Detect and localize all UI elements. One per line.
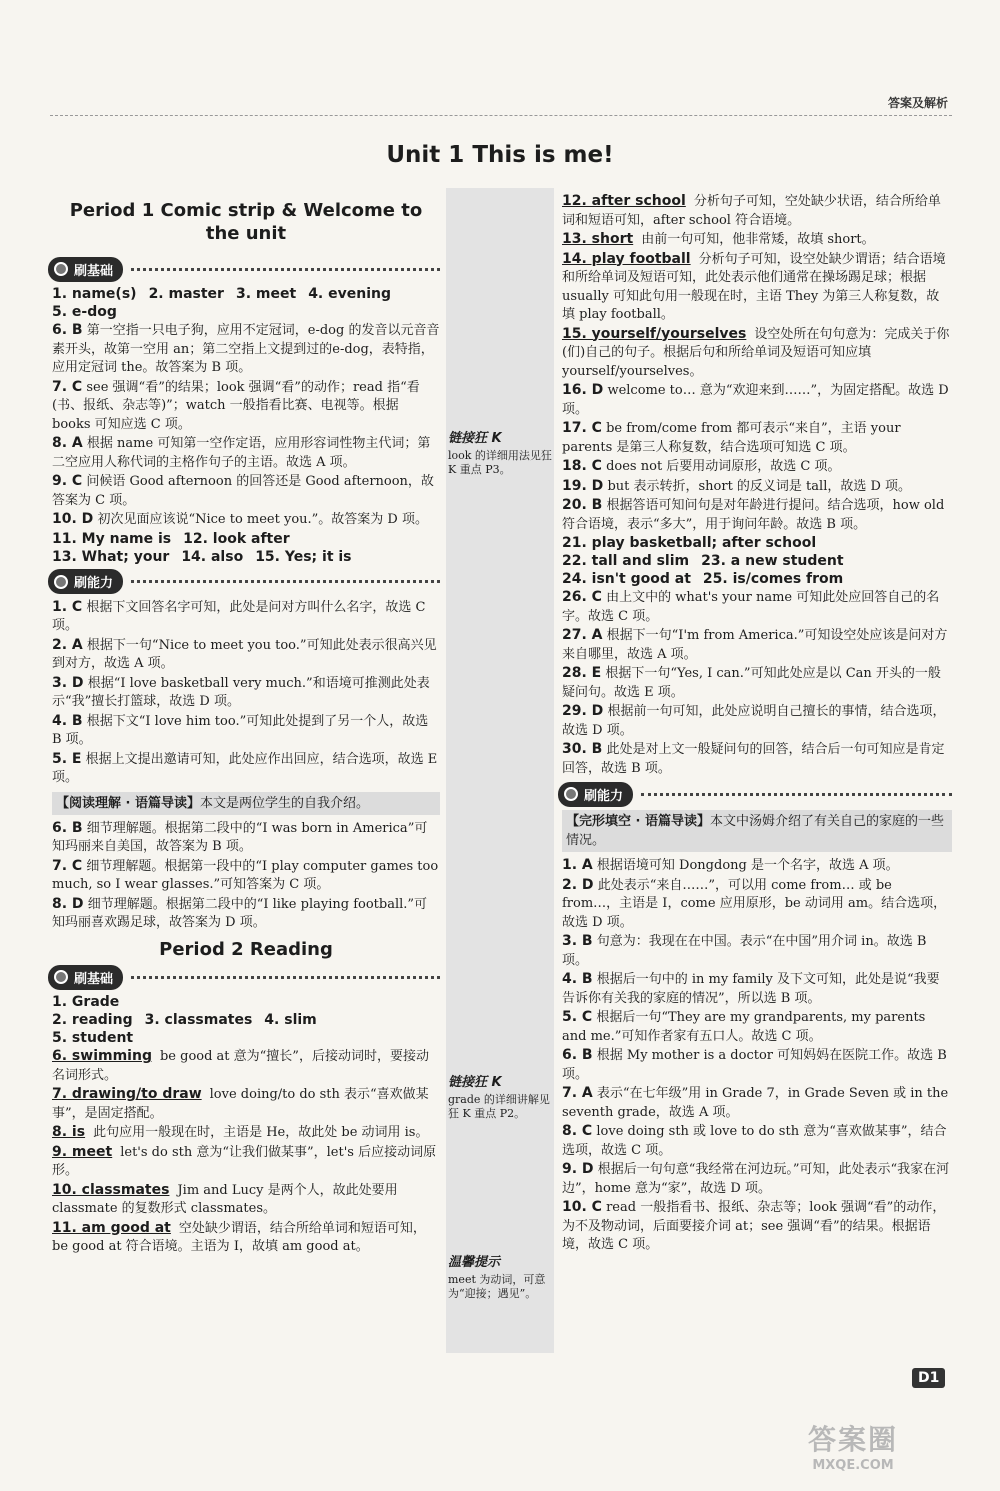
- answer-number: 14. play football: [562, 250, 691, 267]
- answer-explanation: 根据 name 可知第一空作定语，应用形容词性物主代词；第二空应用人称代词的主格作句子的主语。故选 A 项。: [52, 436, 431, 470]
- answer-explanation: 根据前一句可知，此处应说明自己擅长的事情，结合选项，故选 D 项。: [562, 704, 946, 738]
- side-note-text: meet 为动词，可意为“迎接；遇见”。: [448, 1273, 546, 1300]
- tip-icon-title: 温馨提示: [448, 1255, 501, 1270]
- answer-explanation: 根据后一句中的 in my family 及下文可知，此处是说“我要告诉你有关我的家庭的情况”，所以选 B 项。: [562, 972, 940, 1006]
- answer-item: [562, 1046, 952, 1084]
- guide-text: 本文中汤姆介绍了有关自己的家庭的一些情况。: [566, 814, 945, 848]
- short-answer: 5. student: [52, 1030, 134, 1046]
- short-answer: 25. is/comes from: [702, 571, 844, 587]
- short-answer: 3. classmates: [144, 1012, 253, 1028]
- side-note-text: look 的详细用法见狂 K 重点 P3。: [448, 449, 552, 476]
- guide-label: 【阅读理解 · 语篇导读】: [56, 795, 200, 811]
- answer-number: 27. A: [562, 627, 603, 643]
- link-icon-title: 链接狂 K: [448, 431, 502, 446]
- page-number: D1: [912, 1368, 945, 1388]
- short-answer: 13. What; your: [52, 548, 170, 565]
- answer-explanation: 空处缺少谓语，结合所给单词和短语可知，be good at 符合语境。主语为 I，故填 am good at。: [52, 1220, 426, 1254]
- answer-explanation: 句意为：我现在在中国。表示“在中国”用介词 in。故选 B 项。: [562, 934, 927, 968]
- short-answer: 4. evening: [308, 286, 391, 302]
- answer-explanation: 根据后一句句意“我经常在河边玩。”可知，此处表示“我家在河边”，home 意为“家”，故选 D 项。: [562, 1162, 950, 1196]
- answer-number: 7. C: [52, 857, 83, 874]
- answer-item: [52, 750, 440, 788]
- short-answers: [562, 534, 952, 552]
- answer-explanation: 初次见面应该说“Nice to meet you.”。故答案为 D 项。: [97, 512, 428, 527]
- answer-number: 9. meet: [52, 1143, 113, 1160]
- answer-item: [52, 434, 440, 472]
- answer-explanation: 根据答语可知问句是对年龄进行提问。结合选项，how old 符合语境，表示“多大”，用于询问年龄。故选 B 项。: [562, 498, 945, 532]
- answer-item: [52, 1085, 440, 1123]
- answer-item: [562, 325, 952, 382]
- dotted-divider: [131, 976, 440, 979]
- answer-number: 13. short: [562, 231, 634, 247]
- brush-icon: [54, 262, 68, 276]
- answer-item: [562, 1084, 952, 1122]
- short-answer: 2. reading: [52, 1012, 133, 1028]
- dotted-divider: [131, 268, 440, 271]
- answer-number: 1. A: [562, 857, 593, 873]
- answer-explanation: 根据下一句“Yes, I can.”可知此处应是以 Can 开头的一般疑问句。故选 E 项。: [562, 666, 941, 700]
- answer-number: 6. B: [562, 1047, 593, 1063]
- answer-number: 9. C: [52, 473, 83, 489]
- answer-item: [52, 321, 440, 378]
- left-column: [52, 192, 440, 1257]
- side-note: [448, 1256, 552, 1301]
- answer-number: 11. am good at: [52, 1219, 171, 1236]
- answer-number: 17. C: [562, 420, 602, 436]
- answer-explanation: 根据“I love basketball very much.”和语境可推测此处表示“我”擅长打篮球，故选 D 项。: [52, 675, 430, 709]
- answer-item: [562, 932, 952, 970]
- answer-item: [562, 702, 952, 740]
- guide-label: 【完形填空 · 语篇导读】: [566, 814, 710, 829]
- section-header: [48, 257, 440, 281]
- answer-number: 8. C: [562, 1123, 593, 1139]
- answer-explanation: 此处表示“来自……”，可以用 come from… 或 be from…，主语是 I，come 应用原形，be 动词用 am。结合选项，故选 D 项。: [562, 877, 947, 930]
- answer-explanation: welcome to… 意为“欢迎来到……”，为固定搭配。故选 D 项。: [562, 383, 949, 417]
- answer-item: [562, 381, 952, 419]
- brush-icon: [564, 787, 578, 801]
- watermark-text: 答案圈: [808, 1423, 899, 1456]
- section-label: 刷能力: [74, 576, 114, 591]
- answer-item: [562, 1198, 952, 1255]
- answer-item: [562, 230, 952, 250]
- answer-explanation: 分析句子可知，空处缺少状语，结合所给单词和短语可知，after school 符合语境。: [562, 194, 941, 228]
- short-answer: 15. Yes; it is: [255, 548, 352, 565]
- answer-number: 10. C: [562, 1199, 602, 1215]
- short-answer: 3. meet: [235, 286, 297, 302]
- answer-number: 7. A: [562, 1085, 593, 1101]
- answer-explanation: 根据上文提出邀请可知，此处应作出回应，结合选项，故选 E 项。: [52, 751, 438, 785]
- side-note-text: grade 的详细讲解见狂 K 重点 P2。: [448, 1093, 550, 1120]
- answer-item: [562, 876, 952, 933]
- answer-item: [52, 1123, 440, 1143]
- answer-number: 30. B: [562, 741, 603, 757]
- answer-number: 6. B: [52, 819, 83, 836]
- answer-number: 29. D: [562, 703, 604, 719]
- section-header: [558, 782, 952, 806]
- answer-number: 8. A: [52, 435, 83, 451]
- section-badge: [48, 257, 123, 282]
- answer-explanation: love doing/to do sth 表示“喜欢做某事”，是固定搭配。: [52, 1087, 429, 1121]
- answer-explanation: 细节理解题。根据第二段中的“I was born in America”可知玛丽来自美国，故答案为 B 项。: [52, 820, 428, 854]
- answer-explanation: 根据下一句“I'm from America.”可知设空处应该是问对方来自哪里，故选 A 项。: [562, 628, 948, 662]
- answer-item: [562, 856, 952, 876]
- answer-explanation: 问候语 Good afternoon 的回答还是 Good afternoon，故答案为 C 项。: [52, 474, 434, 508]
- answer-item: [562, 250, 952, 325]
- short-answer: 2. master: [148, 286, 224, 302]
- short-answer: 5. e-dog: [52, 304, 117, 320]
- answer-explanation: does not 后要用动词原形，故选 C 项。: [606, 459, 841, 474]
- short-answers: [52, 1011, 440, 1029]
- watermark-logo: [808, 1418, 898, 1473]
- answer-explanation: love doing sth 或 love to do sth 意为“喜欢做某事”，结合选项，故选 C 项。: [562, 1124, 947, 1158]
- answer-item: [52, 636, 440, 674]
- answer-number: 4. B: [52, 712, 83, 729]
- short-answers: [52, 1029, 440, 1047]
- answer-explanation: but 表示转折，short 的反义词是 tall，故选 D 项。: [607, 478, 912, 494]
- answer-item: [52, 1143, 440, 1181]
- short-answer: 24. isn't good at: [562, 571, 691, 587]
- answer-item: [52, 895, 440, 933]
- answer-item: [562, 664, 952, 702]
- answer-explanation: 根据 My mother is a doctor 可知妈妈在医院工作。故选 B 项。: [562, 1048, 947, 1082]
- short-answers: [52, 548, 440, 566]
- answer-item: [562, 1122, 952, 1160]
- answer-number: 10. D: [52, 511, 94, 527]
- link-icon-title: 链接狂 K: [448, 1075, 502, 1090]
- answer-item: [52, 1047, 440, 1085]
- answer-explanation: 根据下文“I love him too.”可知此处提到了另一个人，故选 B 项。: [52, 713, 429, 747]
- answer-number: 6. swimming: [52, 1048, 152, 1064]
- reading-guide: [52, 792, 440, 815]
- answer-item: [52, 1181, 440, 1219]
- answer-number: 3. B: [562, 933, 593, 949]
- answer-number: 7. drawing/to draw: [52, 1086, 202, 1102]
- answer-explanation: 细节理解题。根据第一段中的“I play computer games too much, so I wear glasses.”可知答案为 C 项。: [52, 858, 439, 892]
- header-divider: [50, 115, 952, 116]
- answer-number: 3. D: [52, 674, 84, 691]
- answer-item: [52, 819, 440, 857]
- answer-item: [52, 857, 440, 895]
- short-answer: 21. play basketball; after school: [562, 535, 817, 551]
- section-label: 刷基础: [74, 971, 114, 987]
- short-answer: 1. name(s): [52, 286, 137, 302]
- answer-number: 4. B: [562, 971, 593, 987]
- answer-number: 5. E: [52, 750, 82, 767]
- answer-item: [52, 378, 440, 435]
- answer-number: 28. E: [562, 665, 602, 681]
- short-answer: 22. tall and slim: [562, 553, 690, 569]
- answer-number: 9. D: [562, 1161, 594, 1177]
- answer-number: 7. C: [52, 378, 83, 395]
- answer-number: 1. C: [52, 598, 83, 615]
- brush-icon: [54, 575, 68, 589]
- watermark-url: MXQE.COM: [812, 1458, 894, 1473]
- side-note: [448, 432, 552, 477]
- short-answer: 23. a new student: [701, 553, 844, 569]
- answer-item: [52, 598, 440, 636]
- answer-item: [562, 496, 952, 534]
- header-tag: 答案及解析: [887, 96, 948, 110]
- answer-explanation: 分析句子可知，设空处缺少谓语；结合语境和所给单词及短语可知，此处表示他们通常在操场踢足球；根据 usually 可知此句用一般现在时，主语 They 为第三人称复数，故填 play football。: [562, 251, 946, 322]
- answer-number: 8. is: [52, 1124, 86, 1140]
- side-note: [448, 1076, 552, 1121]
- answer-explanation: read 一般指看书、报纸、杂志等；look 强调“看”的动作，为不及物动词，后面要接介词 at；see 强调“看”的结果。根据语境，故选 C 项。: [562, 1200, 946, 1252]
- answer-item: [562, 457, 952, 477]
- period-2-title: Period 2 Reading: [159, 938, 333, 960]
- section-header: [48, 965, 440, 989]
- answer-item: [562, 740, 952, 778]
- brush-icon: [54, 970, 68, 984]
- section-badge: [558, 782, 633, 807]
- answer-explanation: be from/come from 都可表示“来自”，主语 your parents 是第三人称复数，结合选项可知选 C 项。: [562, 421, 901, 455]
- answer-explanation: 此处是对上文一般疑问句的回答，结合后一句可知应是肯定回答，故选 B 项。: [562, 742, 945, 776]
- answer-number: 19. D: [562, 477, 604, 494]
- right-column: [562, 192, 952, 1255]
- answer-item: [562, 192, 952, 230]
- answer-explanation: 根据语境可知 Dongdong 是一个名字，故选 A 项。: [596, 858, 899, 873]
- guide-text: 本文是两位学生的自我介绍。: [200, 795, 370, 811]
- answer-number: 8. D: [52, 895, 84, 912]
- answer-explanation: 表示“在七年级”用 in Grade 7，in Grade Seven 或 in the seventh grade，故选 A 项。: [562, 1086, 949, 1120]
- answer-item: [52, 510, 440, 530]
- answer-explanation: 根据下一句“Nice to meet you too.”可知此处表示很高兴见到对方，故选 A 项。: [52, 637, 437, 671]
- short-answers: [52, 993, 440, 1011]
- answer-number: 12. after school: [562, 193, 686, 209]
- cloze-guide: [562, 810, 952, 852]
- short-answers: [562, 570, 952, 588]
- answer-explanation: 此句应用一般现在时，主语是 He，故此处 be 动词用 is。: [93, 1125, 429, 1140]
- answer-number: 10. classmates: [52, 1181, 170, 1198]
- section-badge: [48, 569, 123, 594]
- answer-number: 2. D: [562, 876, 594, 893]
- answer-explanation: Jim and Lucy 是两个人，故此处要用 classmate 的复数形式 classmates。: [52, 1182, 398, 1216]
- answer-explanation: 根据下文回答名字可知，此处是问对方叫什么名字，故选 C 项。: [52, 599, 426, 633]
- short-answer: 11. My name is: [52, 530, 172, 547]
- dotted-divider: [131, 580, 440, 583]
- answer-number: 20. B: [562, 497, 603, 513]
- answer-item: [562, 970, 952, 1008]
- answer-explanation: 由上文中的 what's your name 可知此处应回答自己的名字。故选 C 项。: [562, 590, 940, 624]
- short-answer: 4. slim: [264, 1012, 317, 1028]
- answer-item: [52, 472, 440, 510]
- unit-title: Unit 1 This is me!: [386, 142, 614, 168]
- dotted-divider: [641, 793, 952, 796]
- section-badge: [48, 965, 123, 990]
- answer-number: 18. C: [562, 458, 602, 474]
- short-answers: [52, 285, 440, 303]
- section-header: [48, 570, 440, 594]
- answer-item: [52, 712, 440, 750]
- answer-item: [52, 674, 440, 712]
- short-answers: [52, 303, 440, 321]
- answer-explanation: 由前一句可知，他非常矮，故填 short。: [641, 232, 875, 247]
- short-answers: [562, 552, 952, 570]
- period-1-title: Period 1 Comic strip & Welcome to the unit: [69, 200, 423, 244]
- answer-item: [562, 1160, 952, 1198]
- side-notes-column: [446, 188, 554, 1353]
- answer-explanation: 设空处所在句句意为：完成关于你(们)自己的句子。根据后句和所给单词及短语可知应填 yourself/yourselves。: [562, 326, 950, 379]
- answer-number: 15. yourself/yourselves: [562, 325, 747, 342]
- short-answer: 12. look after: [183, 530, 290, 547]
- answer-item: [52, 1219, 440, 1257]
- answer-explanation: 根据后一句“They are my grandparents, my parents and me.”可知作者家有五口人。故选 C 项。: [562, 1010, 926, 1044]
- answer-explanation: let's do sth 意为“让我们做某事”，let's 后应接动词原形。: [52, 1144, 437, 1178]
- answer-number: 2. A: [52, 636, 83, 653]
- answer-number: 5. C: [562, 1009, 593, 1025]
- answer-item: [562, 419, 952, 457]
- section-label: 刷基础: [74, 263, 114, 279]
- answer-explanation: be good at 意为“擅长”，后接动词时，要接动名词形式。: [52, 1049, 429, 1083]
- answer-number: 6. B: [52, 322, 83, 338]
- answer-explanation: see 强调“看”的结果；look 强调“看”的动作；read 指“看(书、报纸、杂志等)”；watch 一般指看比赛、电视等。根据 books 可知应选 C 项。: [52, 379, 420, 432]
- section-label: 刷能力: [584, 788, 624, 804]
- answer-item: [562, 626, 952, 664]
- answer-number: 26. C: [562, 589, 602, 605]
- answer-number: 16. D: [562, 382, 604, 398]
- short-answers: [52, 530, 440, 548]
- short-answer: 1. Grade: [52, 994, 120, 1010]
- answer-item: [562, 588, 952, 626]
- answer-item: [562, 477, 952, 497]
- short-answer: 14. also: [181, 548, 244, 565]
- answer-explanation: 细节理解题。根据第二段中的“I like playing football.”可知玛丽喜欢踢足球，故答案为 D 项。: [52, 896, 428, 930]
- answer-explanation: 第一空指一只电子狗，应用不定冠词，e-dog 的发音以元音音素开头，故第一空用 an；第二空指上文提到过的e-dog，表特指，应用定冠词 the。故答案为 B 项。: [52, 323, 440, 375]
- answer-item: [562, 1008, 952, 1046]
